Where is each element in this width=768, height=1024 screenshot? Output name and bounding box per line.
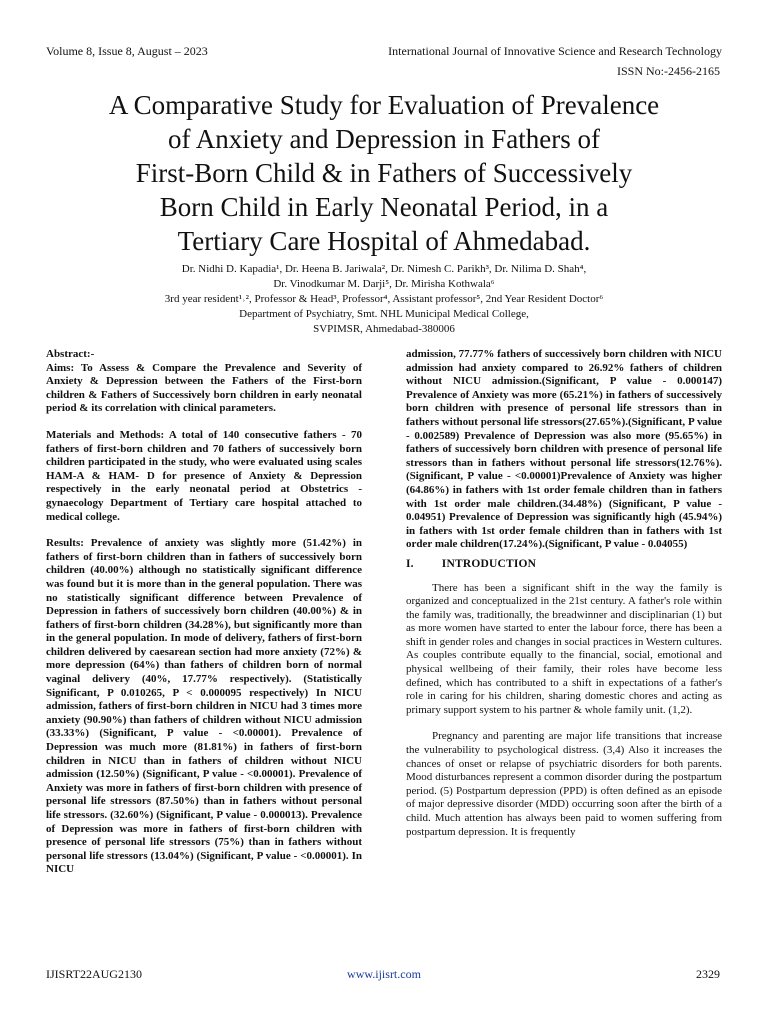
abstract-methods: Materials and Methods: A total of 140 consecutive fathers - 70 fathers of first-born children and 70 fathers of successively born children participated in the study, who were evaluated using scales HAM-A & HAM- D for presence of Anxiety & Depression respectively in the early neonatal period at Obstetrics - gynaecology Department of Tertiary care hospital attached to medical college.	[46, 428, 362, 523]
footer-page-number: 2329	[696, 967, 720, 981]
title-line: Born Child in Early Neonatal Period, in a	[159, 192, 609, 222]
title-line: First-Born Child & in Fathers of Successively	[135, 158, 633, 188]
title-line: A Comparative Study for Evaluation of Prevalence	[108, 90, 660, 120]
header-issn: ISSN No:-2456-2165	[616, 64, 720, 78]
section-number: I.	[406, 557, 414, 570]
author-institution: SVPIMSR, Ahmedabad-380006	[313, 323, 455, 335]
paper-title	[40, 88, 728, 258]
author-block	[40, 262, 728, 337]
right-column	[406, 348, 722, 839]
author-roles: 3rd year resident¹˒², Professor & Head³, Professor⁴, Assistant professor⁵, 2nd Year Resident Doctor⁶	[164, 293, 604, 305]
abstract-results-continued: admission, 77.77% fathers of successively born children with NICU admission had anxiety compared to 26.92% fathers of children without NICU admission.(Significant, P value - 0.000147) Prevalence of Anxiety was more (65.21%) in fathers of successively born children with presence of personal life stressors than in fathers without personal life stressors(27.65%).(Significant, P value - 0.002589) Prevalence of Depression was also more (95.65%) in fathers of successively born children with presence of personal life stressors than in fathers without personal life stressors(12.76%).(Significant, P value - <0.00001)Prevalence of Anxiety was higher (64.86%) in fathers with 1st order female children than in fathers with 1st order male children.(34.48%) (Significant, P value - 0.04951) Prevalence of Depression was significantly high (45.94%) in fathers with 1st order female children than in fathers with 1st order male children(17.24%).(Significant, P value - 0.04055)	[406, 348, 722, 551]
intro-paragraph-2: Pregnancy and parenting are major life transitions that increase the vulnerability to psychological distress. (3,4) Also it increases the chances of onset or relapse of psychiatric disorders for both parents. Mood disturbances represent a common disorder during the postpartum period. (5) Postpartum depression (PPD) is often defined as an episode of major depressive disorder (MDD) occurring soon after the birth of a child. Much attention has always been paid to women suffering from postpartum depression. It is frequently	[406, 730, 722, 838]
left-column	[46, 348, 362, 877]
author-names-2: Dr. Vinodkumar M. Darji⁵, Dr. Mirisha Kothwala⁶	[273, 278, 495, 290]
abstract-aims: Aims: To Assess & Compare the Prevalence and Severity of Anxiety & Depression between the Fathers of the First-born children & Fathers of Successively born children in early neonatal period & its correlation with clinical parameters.	[46, 361, 362, 415]
header-journal: International Journal of Innovative Science and Research Technology	[388, 44, 722, 58]
title-line: Tertiary Care Hospital of Ahmedabad.	[177, 226, 591, 256]
abstract-heading: Abstract:-	[46, 348, 95, 360]
header-volume: Volume 8, Issue 8, August – 2023	[46, 44, 208, 58]
footer-website-link[interactable]: www.ijisrt.com	[347, 967, 421, 981]
author-department: Department of Psychiatry, Smt. NHL Municipal Medical College,	[239, 308, 529, 320]
intro-paragraph-1: There has been a significant shift in the way the family is organized and conceptualized in the 21st century. A father's role within the family was, traditionally, the breadwinner and disciplinarian (1) but as more women have started to enter the labour force, there has been a shift in gender roles and changes in social practices in Western cultures. As couples contribute equally to the financial, social, emotional and physical wellbeing of their family, their roles have become less defined, which has contributed to a shift in expectations of a father's role in caring for his children, sharing domestic chores and acting as primary support system to his partner & whole family unit. (1,2).	[406, 581, 722, 716]
section-title: INTRODUCTION	[441, 557, 537, 570]
section-heading-introduction	[406, 558, 722, 572]
footer-paper-id: IJISRT22AUG2130	[46, 967, 142, 981]
author-names-1: Dr. Nidhi D. Kapadia¹, Dr. Heena B. Jariwala², Dr. Nimesh C. Parikh³, Dr. Nilima D. Shah⁴,	[181, 263, 587, 275]
abstract-results: Results: Prevalence of anxiety was slightly more (51.42%) in fathers of first-born children than in fathers of successively born children (40.00%) although no statistically significant difference was found but it is more than in the general population. There was no statistically significant difference between Prevalence of Depression in fathers of successively born children (40.00%) & in fathers of first-born children (34.28%), but significantly more than in the general population. In mode of delivery, fathers of first-born children delivered by caesarean section had more anxiety (72%) & more depression (64%) than fathers of children born of normal vaginal delivery (40%, 17.77% respectively). (Statistically Significant, P 0.010265, P < 0.000095 respectively) In NICU admission, fathers of first-born children in NICU had 3 times more anxiety (90.90%) than fathers of children without NICU admission (33.33%) (Significant, P value - <0.00001). Prevalence of Depression was much more (81.81%) in fathers of first-born children in NICU than in fathers of children without NICU admission (12.50%) (Significant, P value - <0.00001). Prevalence of Anxiety was more in fathers of first-born children with presence of personal life stressors (87.50%) than in fathers without personal life stressors. (32.60%) (Significant, P value - 0.000013). Prevalence of Depression was more in fathers of first-born children with presence of personal life stressors (75%) than in fathers without personal life stressors (13.04%) (Significant, P value - <0.00001). In NICU	[46, 537, 362, 876]
title-line: of Anxiety and Depression in Fathers of	[168, 124, 600, 154]
